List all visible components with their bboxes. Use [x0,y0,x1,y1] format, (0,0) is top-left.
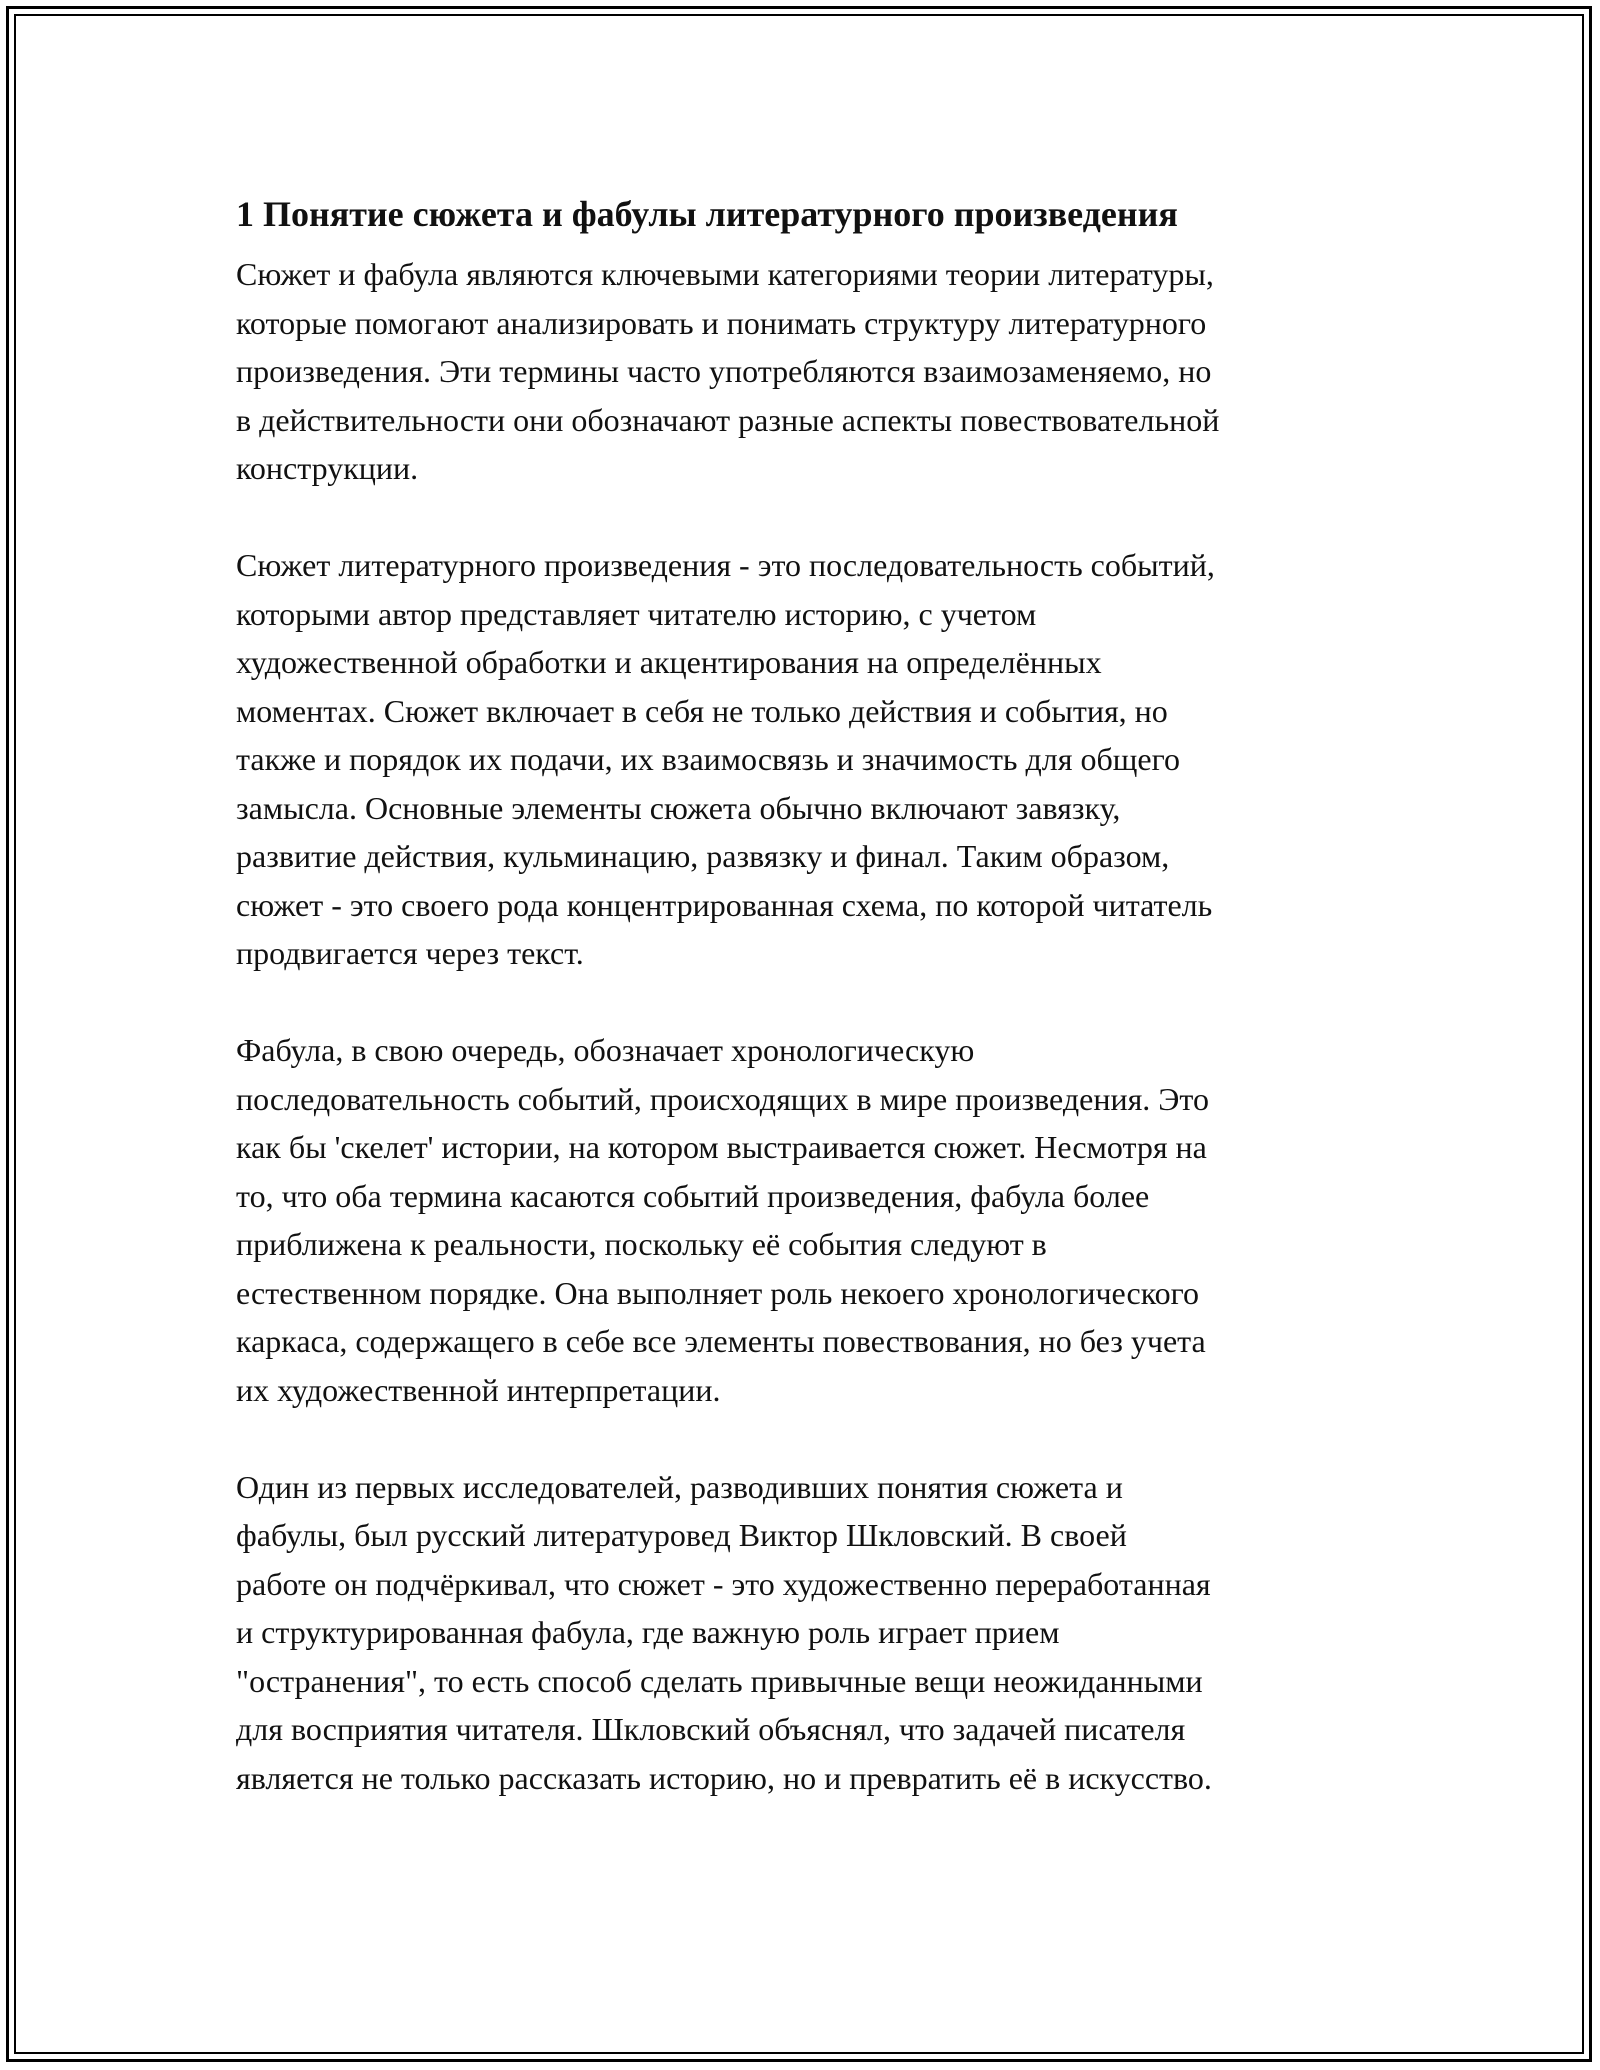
text-line: то, что оба термина касаются событий произведения, фабула более [236,1177,1150,1214]
text-line: приближена к реальности, поскольку её события следуют в [236,1226,1047,1262]
text-line: естественном порядке. Она выполняет роль некоего хронологического [236,1274,1199,1311]
text-line: в действительности они обозначают разные аспекты повествовательной [236,401,1220,438]
text-line: "остранения", то есть способ сделать привычные вещи неожиданными [236,1662,1203,1699]
text-line: и структурированная фабула, где важную роль играет прием [236,1614,1060,1650]
text-line: замысла. Основные элементы сюжета обычно включают завязку, [236,789,1121,826]
paragraph-2 [236,541,1376,978]
text-line: также и порядок их подачи, их взаимосвязь и значимость для общего [236,741,1180,777]
paragraph-3 [236,1026,1376,1414]
document-body [236,186,1376,1851]
paragraph-1 [236,250,1376,493]
text-line: их художественной интерпретации. [236,1371,721,1408]
text-line: продвигается через текст. [236,935,584,971]
section-heading: 1 Понятие сюжета и фабулы литературного произведения [236,194,1178,234]
text-line: Один из первых исследователей, разводивших понятия сюжета и [236,1468,1123,1505]
text-line: конструкции. [236,450,419,486]
text-line: которые помогают анализировать и понимать структуру литературного [236,304,1207,341]
text-line: каркаса, содержащего в себе все элементы повествования, но без учета [236,1323,1206,1359]
paragraph-4 [236,1463,1376,1803]
text-line: развитие действия, кульминацию, развязку и финал. Таким образом, [236,838,1170,874]
text-line: фабулы, был русский литературовед Виктор Шкловский. В своей [236,1517,1127,1553]
text-line: Сюжет литературного произведения - это последовательность событий, [236,547,1215,583]
text-line: Фабула, в свою очередь, обозначает хронологическую [236,1032,975,1068]
text-line: моментах. Сюжет включает в себя не только действия и события, но [236,692,1168,729]
text-line: сюжет - это своего рода концентрированная схема, по которой читатель [236,886,1213,923]
text-line: как бы 'скелет' истории, на котором выстраивается сюжет. Несмотря на [236,1129,1207,1165]
text-line: произведения. Эти термины часто употребляются взаимозаменяемо, но [236,353,1212,389]
text-line: работе он подчёркивал, что сюжет - это художественно переработанная [236,1565,1211,1602]
text-line: для восприятия читателя. Шкловский объяснял, что задачей писателя [236,1711,1186,1747]
text-line: является не только рассказать историю, но и превратить её в искусство. [236,1759,1212,1796]
text-line: которыми автор представляет читателю историю, с учетом [236,595,1037,632]
text-line: художественной обработки и акцентирования на определённых [236,644,1102,680]
text-line: последовательность событий, происходящих в мире произведения. Это [236,1080,1209,1117]
text-line: Сюжет и фабула являются ключевыми категориями теории литературы, [236,256,1214,292]
